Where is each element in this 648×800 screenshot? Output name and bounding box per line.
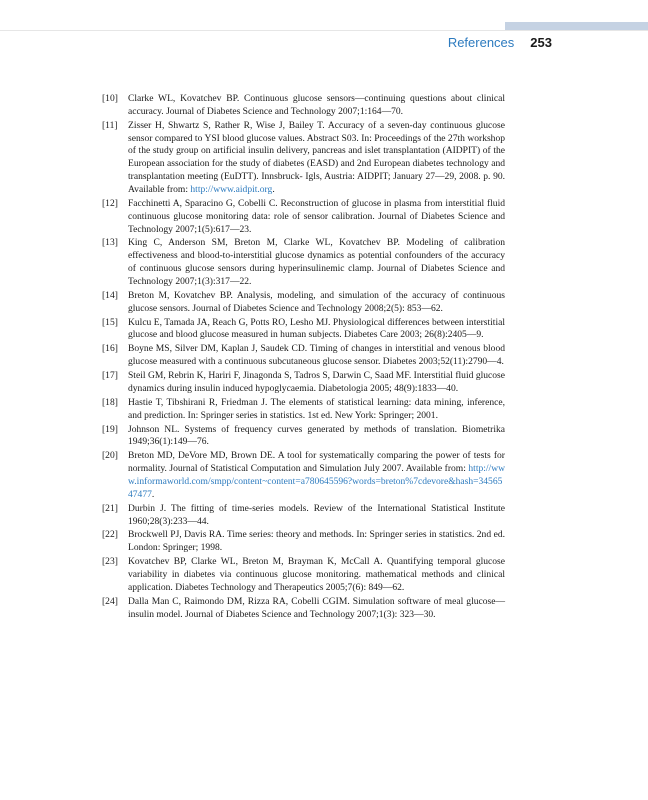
reference-number: [12] bbox=[102, 197, 118, 209]
reference-text: Kulcu E, Tamada JA, Reach G, Potts RO, Lesho MJ. Physiological differences between interstitial glucose and blood glucose measured in human subjects. Diabetes Care 2003; 26(8):2405—9. bbox=[128, 316, 505, 341]
reference-number: [13] bbox=[102, 237, 118, 249]
reference-text: Hastie T, Tibshirani R, Friedman J. The elements of statistical learning: data mining, inference, and prediction. In: Springer series in statistics. 1st ed. New York: Springer; 2001. bbox=[128, 396, 505, 421]
reference-item bbox=[102, 237, 505, 288]
reference-number: [24] bbox=[102, 595, 118, 607]
running-head bbox=[448, 35, 552, 50]
reference-number: [21] bbox=[102, 502, 118, 514]
reference-text: Clarke WL, Kovatchev BP. Continuous glucose sensors—continuing questions about clinical accuracy. Journal of Diabetes Science and Technology 2007;1:164—70. bbox=[128, 93, 505, 117]
reference-item bbox=[102, 93, 505, 119]
reference-item bbox=[102, 120, 505, 197]
reference-text: Breton MD, DeVore MD, Brown DE. A tool for systematically comparing the power of tests for normality. Journal of Statistical Computation and Simulation July 2007. Available from: bbox=[128, 450, 505, 475]
reference-number: [17] bbox=[102, 370, 118, 382]
reference-text: Johnson NL. Systems of frequency curves generated by methods of translation. Biometrika 1949;36(1):149—76. bbox=[128, 423, 505, 448]
section-title: References bbox=[447, 35, 515, 50]
reference-number: [11] bbox=[102, 119, 118, 131]
reference-link[interactable]: http://www.informaworld.com/smpp/content~content=a780645596?words=breton%7cdevore&hash=3456547477 bbox=[128, 463, 505, 500]
reference-text: King C, Anderson SM, Breton M, Clarke WL, Kovatchev BP. Modeling of calibration effectiveness and blood-to-interstitial glucose dynamics as potential confounders of the accuracy of continuous glucose sensors during hyperinsulinemic clamp. Journal of Diabetes Science and Technology 2007;1(3):317—22. bbox=[128, 237, 505, 287]
page-number: 253 bbox=[530, 35, 552, 50]
reference-number: [14] bbox=[102, 289, 118, 301]
reference-text: Boyne MS, Silver DM, Kaplan J, Saudek CD. Timing of changes in interstitial and venous blood glucose measured with a continuous subcutaneous glucose sensor. Diabetes 2003;52(11):2790—4. bbox=[128, 343, 505, 368]
reference-number: [19] bbox=[102, 423, 118, 435]
reference-number: [10] bbox=[102, 93, 118, 104]
reference-item bbox=[102, 424, 505, 450]
reference-trailing-punctuation: . bbox=[272, 183, 275, 195]
reference-text: Kovatchev BP, Clarke WL, Breton M, Brayman K, McCall A. Quantifying temporal glucose variability in diabetes via continuous glucose monitoring. mathematical methods and clinical application. Diabetes Technology and Therapeutics 2005;7(6): 849—62. bbox=[128, 556, 505, 593]
reference-text: Dalla Man C, Raimondo DM, Rizza RA, Cobelli CGIM. Simulation software of meal glucose—insulin model. Journal of Diabetes Science and Technology 2007;1(3): 323—30. bbox=[128, 595, 505, 620]
reference-number: [22] bbox=[102, 529, 118, 541]
reference-number: [20] bbox=[102, 450, 118, 462]
header-accent-bar bbox=[505, 22, 648, 30]
reference-item bbox=[102, 450, 505, 501]
reference-text: Brockwell PJ, Davis RA. Time series: theory and methods. In: Springer series in statistics. 2nd ed. London: Springer; 1998. bbox=[128, 529, 505, 554]
header-rule bbox=[0, 30, 648, 31]
reference-text: Zisser H, Shwartz S, Rather R, Wise J, Bailey T. Accuracy of a seven-day continuous glucose sensor compared to YSI blood glucose values. Abstract S03. In: Proceedings of the 27th workshop of the study group on artificial insulin delivery, pancreas and islet transplantation (AIDPIT) of the European association for the study of diabetes (EASD) and 2nd European diabetes technology and transplantation meeting (EuDTT). Innsbruck- Igls, Austria: AIDPIT; January 27—29, 2008. p. 90. Available from: bbox=[128, 119, 505, 195]
reference-item bbox=[102, 397, 505, 423]
reference-text: Durbin J. The fitting of time-series models. Review of the International Statistical Institute 1960;28(3):233—44. bbox=[128, 502, 505, 527]
reference-item bbox=[102, 198, 505, 237]
reference-item bbox=[102, 290, 505, 316]
reference-number: [18] bbox=[102, 396, 118, 408]
reference-text: Breton M, Kovatchev BP. Analysis, modeling, and simulation of the accuracy of continuous glucose sensors. Journal of Diabetes Science and Technology 2008;2(5): 853—62. bbox=[128, 289, 505, 314]
reference-item bbox=[102, 596, 505, 622]
reference-item bbox=[102, 556, 505, 595]
reference-trailing-punctuation: . bbox=[151, 488, 155, 500]
reference-item bbox=[102, 529, 505, 555]
reference-item bbox=[102, 370, 505, 396]
reference-list bbox=[102, 93, 505, 622]
reference-text: Facchinetti A, Sparacino G, Cobelli C. Reconstruction of glucose in plasma from interstitial fluid continuous glucose monitoring data: role of sensor calibration. Journal of Diabetes Science and Technology 2007;1(5):617—23. bbox=[128, 197, 505, 235]
reference-number: [16] bbox=[102, 343, 118, 355]
reference-text: Steil GM, Rebrin K, Hariri F, Jinagonda S, Tadros S, Darwin C, Saad MF. Interstitial fluid glucose dynamics during insulin induced hypoglycaemia. Diabetologia 2005; 48(9):1833—40. bbox=[128, 370, 505, 394]
reference-link[interactable]: http://www.aidpit.org bbox=[190, 183, 273, 195]
reference-item bbox=[102, 503, 505, 529]
reference-number: [23] bbox=[102, 556, 118, 568]
reference-number: [15] bbox=[102, 316, 118, 328]
reference-item bbox=[102, 317, 505, 343]
reference-item bbox=[102, 343, 505, 369]
